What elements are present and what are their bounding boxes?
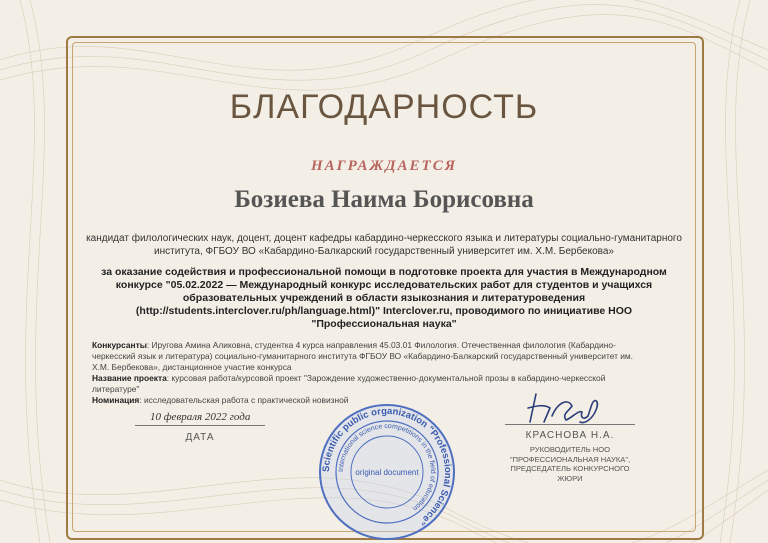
project-label: Название проекта xyxy=(92,373,167,383)
nomination-label: Номинация xyxy=(92,395,140,405)
nomination-line: Номинация: исследовательская работа с практической новизной xyxy=(92,395,349,405)
signer-role: РУКОВОДИТЕЛЬ НОО "ПРОФЕССИОНАЛЬНАЯ НАУКА", ПРЕДСЕДАТЕЛЬ КОНКУРСНОГО ЖЮРИ xyxy=(509,445,631,483)
stamp-center-text: original document xyxy=(355,468,419,477)
project-value: курсовая работа/курсовой проект "Зарождение художественно-документальной прозы в кабардино-черкесской литературе" xyxy=(92,373,606,394)
awarded-label: НАГРАЖДАЕТСЯ xyxy=(310,158,458,174)
signature xyxy=(522,388,612,428)
award-reason: за оказание содействия и профессиональной помощи в подготовке проекта для участия в Международном конкурсе "05.02.2022 — Международный конкурс исследовательских работ для студентов и учащихся образовательных учреждений в области языкознания и литературоведения (http://students.interclover.ru/ph/language.html)" Interclover.ru, проводимого по инициативе НОО "Профессиональная наука" xyxy=(101,266,667,330)
date-value: 10 февраля 2022 года xyxy=(150,411,251,423)
stamp-ring-text: Scientific public organization "Professional Science" xyxy=(320,405,454,528)
signature-underline xyxy=(505,424,635,425)
stamp-inner-text: International science competitions in the field of education xyxy=(337,422,437,512)
official-stamp xyxy=(318,403,456,541)
contestants-line: Конкурсанты: Иругова Амина Аликовна, студентка 4 курса направления 45.03.01 Филология. Отечественная филология (Кабардино-черкесский язык и литература) социально-гуманитарного института ФГБОУ ВО «Кабардино-Балкарский государственный университет им. Х.М. Бербекова», дистанционное участие конкурса xyxy=(92,340,634,372)
contestants-value: Иругова Амина Аликовна, студентка 4 курса направления 45.03.01 Филология. Отечественная филология (Кабардино-черкесский язык и литература) социально-гуманитарного института ФГБОУ ВО «Кабардино-Балкарский государственный университет им. Х.М. Бербекова», дистанционное участие конкурса xyxy=(92,340,634,372)
contestants-label: Конкурсанты xyxy=(92,340,147,350)
recipient-position: кандидат филологических наук, доцент, доцент кафедры кабардино-черкесского языка и литературы социально-гуманитарного института, ФГБОУ ВО «Кабардино-Балкарский государственный университет им. Х.М. Бербекова» xyxy=(86,233,682,257)
date-label: ДАТА xyxy=(185,432,215,443)
signer-name: КРАСНОВА Н.А. xyxy=(525,430,615,441)
project-line: Название проекта: курсовая работа/курсовой проект "Зарождение художественно-документальной прозы в кабардино-черкесской литературе" xyxy=(92,373,606,394)
recipient-name: Бозиева Наима Борисовна xyxy=(234,186,534,213)
nomination-value: исследовательская работа с практической новизной xyxy=(143,395,349,405)
date-underline xyxy=(135,425,265,426)
certificate-title: БЛАГОДАРНОСТЬ xyxy=(229,88,539,126)
